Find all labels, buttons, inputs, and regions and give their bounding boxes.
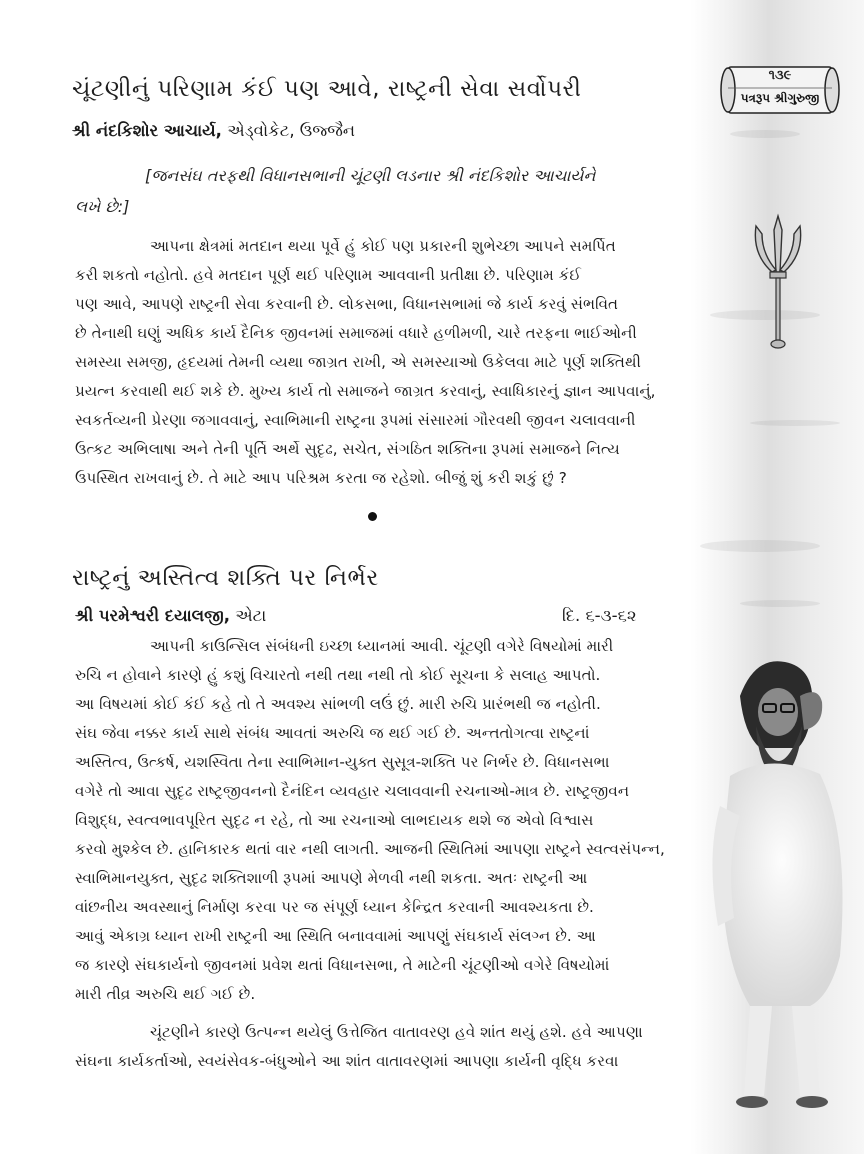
letter2-body-line: મારી તીવ્ર અરુચિ થઈ ગઈ છે. <box>75 985 256 1003</box>
page-header-scroll <box>718 64 842 118</box>
letter1-heading: ચૂંટણીનું પરિણામ કંઈ પણ આવે, રાષ્ટ્રની સેવા સર્વોપરી <box>72 76 582 102</box>
book-title: પત્રરૂપ શ્રીગુરુજી <box>740 91 820 105</box>
letter1-recipient <box>72 121 355 141</box>
letter2-body-line: અસ્તિત્વ, ઉત્કર્ષ, યશસ્વિતા તેના સ્વાભિમાન-યુક્ત સુસૂત્ર-શક્તિ પર નિર્ભર છે. વિધાનસભા <box>75 753 610 771</box>
letter1-body-line: ઉપસ્થિત રાખવાનું છે. તે માટે આપ પરિશ્રમ કરતા જ રહેશો. બીજું શું કરી શકું છું ? <box>75 469 567 487</box>
letter1-recipient-detail: એડ્વોકેટ, ઉજ્જૈન <box>221 121 356 140</box>
letter1-body-line: સ્વકર્તવ્યની પ્રેરણા જગાવવાનું, સ્વાભિમાની રાષ્ટ્રના રૂપમાં સંસારમાં ગૌરવથી જીવન ચલાવવાની <box>75 411 636 429</box>
letter2-body-line: આ વિષયમાં કોઈ કંઈ કહે તો તે અવશ્ય સાંભળી લઉં છું. મારી રુચિ પ્રારંભથી જ નહોતી. <box>75 695 601 713</box>
letter2-body-line: વાંછનીય અવસ્થાનું નિર્માણ કરવા પર જ સંપૂર્ણ ધ્યાન કેન્દ્રિત કરવાની આવશ્યકતા છે. <box>75 898 594 916</box>
letter1-intro-line: લખે છે:] <box>75 197 130 216</box>
letter2-body-line: સ્વાભિમાનયુક્ત, સુદૃઢ શક્તિશાળી રૂપમાં આપણે મેળવી નથી શકતા. અતઃ રાષ્ટ્રની આ <box>75 869 588 887</box>
letter1-body-line: છે તેનાથી ઘણું અધિક કાર્ય દૈનિક જીવનમાં સમાજમાં વધારે હળીમળી, ચારે તરફના ભાઈઓની <box>75 324 637 342</box>
letter2-body-line: સંઘ જેવા નક્કર કાર્ય સાથે સંબંધ આવતાં અરુચિ જ થઈ ગઈ છે. અન્તતોગત્વા રાષ્ટ્રનાં <box>75 724 590 742</box>
letter2-body-line: કરવો મુશ્કેલ છે. હાનિકારક થતાં વાર નથી લાગતી. આજની સ્થિતિમાં આપણા રાષ્ટ્રને સ્વત્વસંપન્ન, <box>75 840 665 858</box>
letter2-body2-line: ચૂંટણીને કારણે ઉત્પન્ન થયેલું ઉત્તેજિત વાતાવરણ હવે શાંત થયું હશે. હવે આપણા <box>150 1023 643 1041</box>
letter1-body-line: કરી શકતો નહોતો. હવે મતદાન પૂર્ણ થઈ પરિણામ આવવાની પ્રતીક્ષા છે. પરિણામ કંઈ <box>75 266 582 284</box>
portrait-photo <box>700 656 860 1136</box>
letter1-body-line: આપના ક્ષેત્રમાં મતદાન થયા પૂર્વે હું કોઈ પણ પ્રકારની શુભેચ્છા આપને સમર્પિત <box>150 237 616 255</box>
letter1-intro-line: [જનસંઘ તરફથી વિધાનસભાની ચૂંટણી લડનાર શ્રી નંદકિશોર આચાર્યને <box>145 166 596 185</box>
letter2-body-line: વગેરે તો આવા સુદૃઢ રાષ્ટ્રજીવનનો દૈનંદિન વ્યવહાર ચલાવવાની રચનાઓ-માત્ર છે. રાષ્ટ્રજીવન <box>75 782 630 800</box>
letter2-recipient <box>75 606 266 626</box>
letter2-heading: રાષ્ટ્રનું અસ્તિત્વ શક્તિ પર નિર્ભર <box>72 565 379 591</box>
letter2-body-line: આવું એકાગ્ર ધ્યાન રાખી રાષ્ટ્રની આ સ્થિતિ બનાવવામાં આપણું સંઘકાર્ય સંલગ્ન છે. આ <box>75 927 596 945</box>
letter2-body-line: જ કારણે સંઘકાર્યનો જીવનમાં પ્રવેશ થતાં વિધાનસભા, તે માટેની ચૂંટણીઓ વગેરે વિષયોમાં <box>75 956 610 974</box>
letter2-body-line: આપની કાઉન્સિલ સંબંધની ઇચ્છા ધ્યાનમાં આવી. ચૂંટણી વગેરે વિષયોમાં મારી <box>150 637 614 655</box>
letter2-recipient-name: શ્રી પરમેશ્વરી દયાલજી, <box>75 606 230 625</box>
letter2-body-line: વિશુદ્ધ, સ્વત્વભાવપૂરિત સુદૃઢ ન રહે, તો આ રચનાઓ લાભદાયક થશે જ એવો વિશ્વાસ <box>75 811 594 829</box>
page-number: ૧૩૯ <box>768 68 792 83</box>
trishul-icon <box>748 212 808 352</box>
letter2-date: દિ. ૬-૩-૬૨ <box>562 606 637 625</box>
section-separator <box>368 512 377 521</box>
letter1-body-line: પ્રયત્ન કરવાથી થઈ શકે છે. મુખ્ય કાર્ય તો સમાજને જાગ્રત કરવાનું, સ્વાધિકારનું જ્ઞાન આપવાનું, <box>75 382 656 400</box>
letter1-body-line: ઉત્કટ અભિલાષા અને તેની પૂર્તિ અર્થે સુદૃઢ, સચેત, સંગઠિત શક્તિના રૂપમાં સમાજને નિત્ય <box>75 440 620 458</box>
letter1-body-line: પણ આવે, આપણે રાષ્ટ્રની સેવા કરવાની છે. લોકસભા, વિધાનસભામાં જે કાર્ય કરવું સંભવિત <box>75 295 619 313</box>
letter2-recipient-detail: એટા <box>229 606 267 625</box>
letter2-body2-line: સંઘના કાર્યકર્તાઓ, સ્વયંસેવક-બંધુઓને આ શાંત વાતાવરણમાં આપણા કાર્યની વૃદ્ધિ કરવા <box>75 1052 619 1070</box>
letter1-recipient-name: શ્રી નંદકિશોર આચાર્ય, <box>72 121 222 140</box>
letter1-body-line: સમસ્યા સમજી, હૃદયમાં તેમની વ્યથા જાગ્રત રાખી, એ સમસ્યાઓ ઉકેલવા માટે પૂર્ણ શક્તિથી <box>75 353 641 371</box>
letter2-body-line: રુચિ ન હોવાને કારણે હું કશું વિચારતો નથી તથા નથી તો કોઈ સૂચના કે સલાહ આપતો. <box>75 666 601 684</box>
